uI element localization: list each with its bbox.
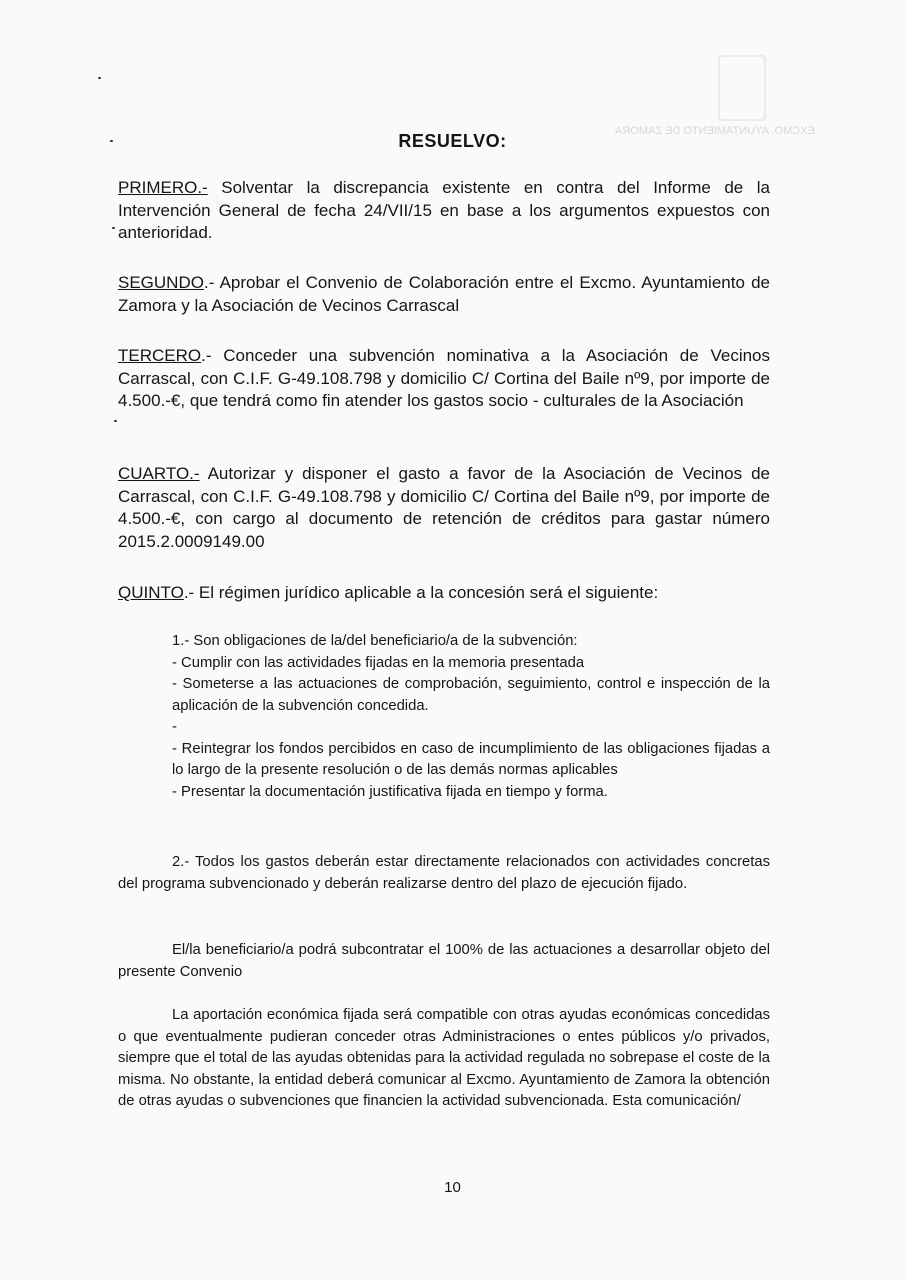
paragraph-text: .- Aprobar el Convenio de Colaboración entre el Excmo. Ayuntamiento de Zamora y la Asociación de Vecinos Carrascal [118, 273, 770, 315]
list-item: - Someterse a las actuaciones de comprobación, seguimiento, control e inspección de la aplicación de la subvención concedida. [172, 676, 770, 714]
paragraph-text: Solventar la discrepancia existente en contra del Informe de la Intervención General de fecha 24/VII/15 en base a los argumentos expuestos con anterioridad. [118, 178, 770, 242]
paragraph-heading: CUARTO.- [118, 464, 200, 483]
list-item: - Cumplir con las actividades fijadas en la memoria presentada [172, 654, 585, 671]
paragraph-text: 2.- Todos los gastos deberán estar directamente relacionados con actividades concretas del programa subvencionado y deberán realizarse dentro del plazo de ejecución fijado. [118, 854, 770, 892]
paragraph-text: El/la beneficiario/a podrá subcontratar el 100% de las actuaciones a desarrollar objeto del presente Convenio [118, 942, 770, 980]
scan-speck [98, 77, 101, 79]
list-item: - Reintegrar los fondos percibidos en caso de incumplimiento de las obligaciones fijadas a lo largo de la presente resolución o de las demás normas aplicables [172, 740, 770, 778]
paragraph-point-two [118, 852, 770, 895]
paragraph-heading: PRIMERO.- [118, 178, 208, 197]
page-title: RESUELVO: [398, 131, 507, 151]
bleed-through-crest-icon [718, 55, 766, 121]
obligations-intro: 1.- Son obligaciones de la/del beneficiario/a de la subvención: [172, 633, 578, 649]
list-item: - Presentar la documentación justificativa fijada en tiempo y forma. [172, 783, 608, 800]
paragraph-heading: SEGUNDO [118, 273, 204, 292]
scan-speck [114, 420, 117, 422]
paragraph-heading: QUINTO [118, 583, 184, 602]
page-number: 10 [444, 1179, 461, 1196]
paragraph-text: .- Conceder una subvención nominativa a la Asociación de Vecinos Carrascal, con C.I.F. G-49.108.798 y domicilio C/ Cortina del Baile nº9, por importe de 4.500.-€, que tendrá como fin atender los gastos socio - culturales de la Asociación [118, 346, 770, 410]
paragraph-cuarto [118, 463, 770, 553]
paragraph-text: .- El régimen jurídico aplicable a la concesión será el siguiente: [183, 583, 659, 602]
scan-speck [110, 140, 113, 142]
paragraph-text: Autorizar y disponer el gasto a favor de la Asociación de Vecinos de Carrascal, con C.I.F. G-49.108.798 y domicilio C/ Cortina del Baile nº9, por importe de 4.500.-€, con cargo al documento de retención de créditos para gastar número 2015.2.0009149.00 [118, 464, 770, 551]
paragraph-compatibility [118, 1005, 770, 1113]
paragraph-primero [118, 177, 770, 245]
paragraph-subcontract [118, 940, 770, 983]
paragraph-quinto [118, 582, 770, 605]
paragraph-text: La aportación económica fijada será compatible con otras ayudas económicas concedidas o que eventualmente pudieran conceder otras Administraciones o entes públicos y/o privados, siempre que el total de las ayudas obtenidas para la actividad regulada no sobrepase el coste de la misma. No obstante, la entidad deberá comunicar al Excmo. Ayuntamiento de Zamora la obtención de otras ayudas o subvenciones que financien la actividad subvencionada. Esta comunicación/ [118, 1007, 770, 1109]
obligations-list [118, 631, 770, 803]
paragraph-heading: TERCERO [118, 346, 202, 365]
scan-speck [112, 227, 115, 229]
bleed-through-header: EXCMO. AYUNTAMIENTO DE ZAMORA [615, 125, 815, 137]
paragraph-segundo [118, 272, 770, 317]
paragraph-tercero [118, 345, 770, 413]
list-item: - [172, 719, 177, 735]
